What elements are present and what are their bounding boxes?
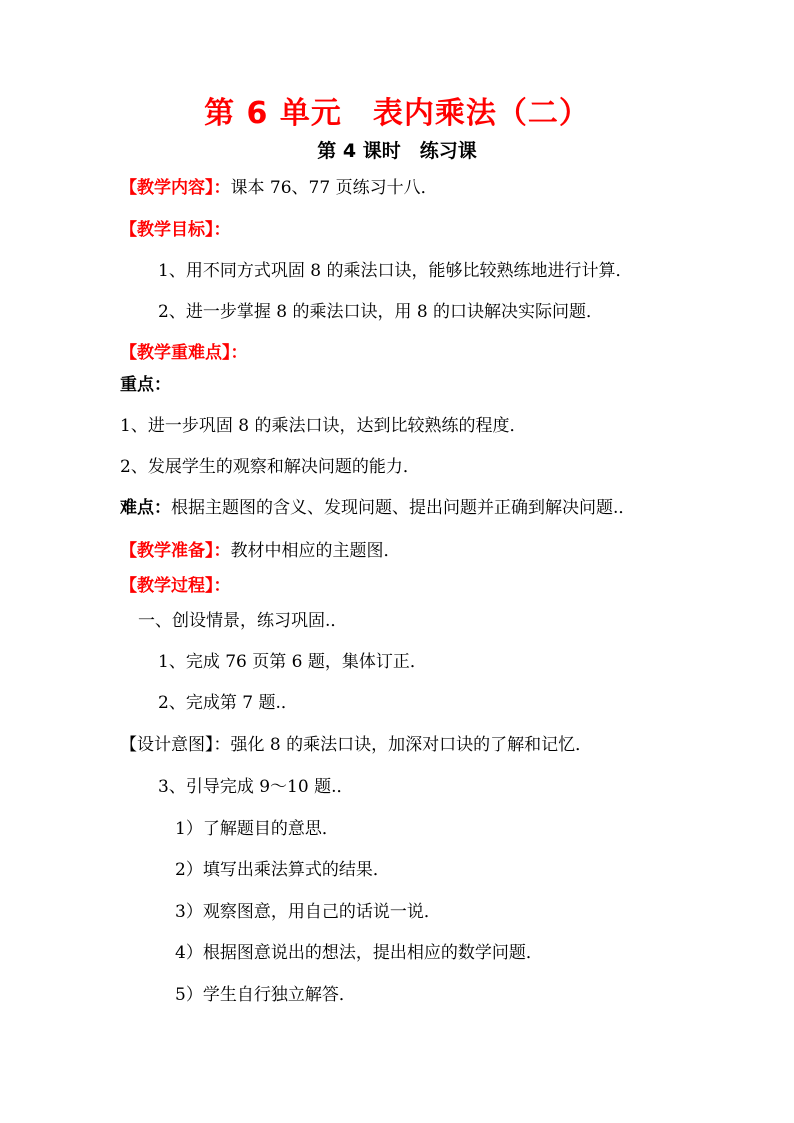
goal-item: 1、用不同方式巩固 8 的乘法口诀，能够比较熟练地进行计算． [158,261,633,281]
design-intent-label: 【设计意图】： [120,735,231,755]
difficulty-text: 根据主题图的含义、发现问题、提出问题并正确到解决问题.． [171,498,636,518]
design-intent-row [120,733,592,757]
teaching-goals-label: 【教学目标】： [120,220,231,240]
difficulty-label: 难点： [120,498,171,518]
process-row [120,574,231,598]
preparation-row [120,539,401,563]
focus-item: 1、进一步巩固 8 的乘法口诀，达到比较熟练的程度． [120,416,527,436]
process-label: 【教学过程】： [120,576,231,596]
process-section-heading: 一、创设情景，练习巩固.． [138,611,348,631]
goal-item: 2、进一步掌握 8 的乘法口诀，用 8 的口诀解决实际问题． [158,302,604,322]
process-step: 1、完成 76 页第 6 题，集体订正． [158,652,427,672]
teaching-content-label: 【教学内容】： [120,178,231,198]
difficulty-row [120,496,635,520]
process-step: 3、引导完成 9～10 题.． [158,777,354,797]
page-title: 第 6 单元 表内乘法（二） [204,96,590,131]
key-points-label: 【教学重难点】： [120,343,248,363]
focus-item: 2、发展学生的观察和解决问题的能力． [120,457,420,477]
focus-label: 重点： [120,375,171,395]
key-points-row [120,341,248,365]
teaching-content-row [120,176,438,200]
process-step: 2、完成第 7 题.． [158,693,298,713]
preparation-text: 教材中相应的主题图． [230,541,401,561]
design-intent-text: 强化 8 的乘法口诀，加深对口诀的了解和记忆． [230,735,593,755]
teaching-content-text: 课本 76、77 页练习十八． [230,178,438,198]
process-substep: 2）填写出乘法算式的结果． [175,860,390,880]
process-substep: 5）学生自行独立解答． [175,985,356,1005]
preparation-label: 【教学准备】： [120,541,231,561]
process-substep: 3）观察图意，用自己的话说一说． [175,902,441,922]
teaching-goals-row [120,218,231,242]
lesson-subtitle: 第 4 课时 练习课 [317,140,477,162]
process-substep: 4）根据图意说出的想法，提出相应的数学问题． [175,943,543,963]
process-substep: 1）了解题目的意思． [175,819,339,839]
